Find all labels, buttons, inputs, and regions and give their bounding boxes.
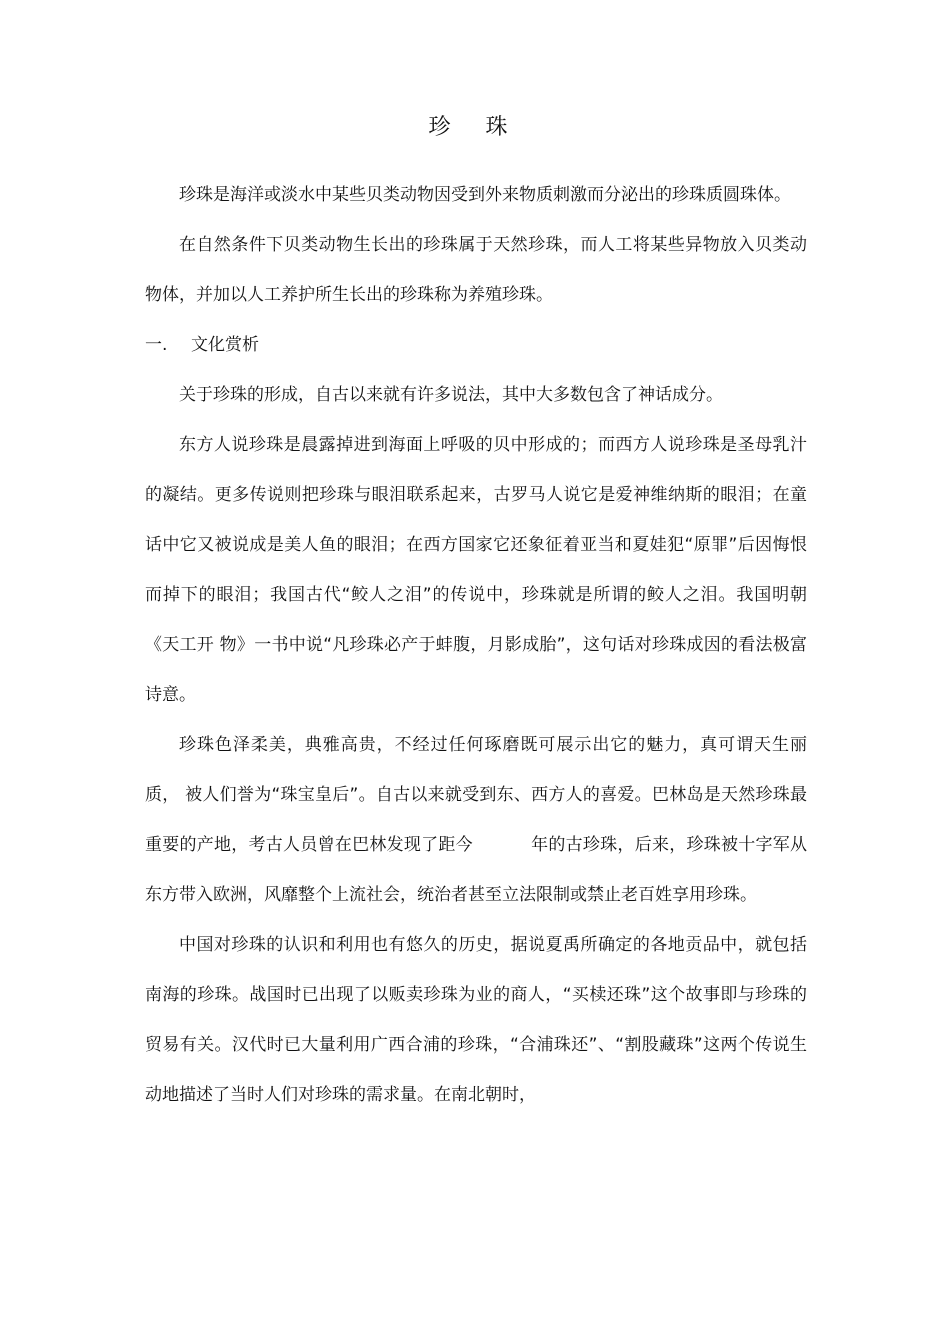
paragraph-definition: 珍珠是海洋或淡水中某些贝类动物因受到外来物质刺激而分泌出的珍珠质圆珠体。 [179,185,791,205]
section-title: 文化赏析 [191,335,259,355]
paragraph-east-west-legends: 东方人说珍珠是晨露掉进到海面上呼吸的贝中形成的；而西方人说珍珠是圣母乳汁的凝结。更多传说则把珍珠与眼泪联系起来，古罗马人说它是爱神维纳斯的眼泪；在童话中它又被说成是美人鱼的眼泪；在西方国家它还象征着亚当和夏娃犯“原罪”后因悔恨而掉下的眼泪；我国古代“鲛人之泪”的传说中，珍珠就是所谓的鲛人之泪。我国明朝《天工开 物》一书中说“凡珍珠必产于蚌腹，月影成胎”，这句话对珍珠成因的看法极富诗意。 [145,435,807,705]
paragraph-pearl-queen-part-a: 珍珠色泽柔美，典雅高贵，不经过任何琢磨既可展示出它的魅力，真可谓天生丽质， 被人们誉为“珠宝皇后”。自古以来就受到东、西方人的喜爱。巴林岛是天然珍珠最重要的产地，考古人员曾在巴林发现了距今 [145,735,807,855]
paragraph-pearl-queen [145,720,807,920]
paragraph-china-history: 中国对珍珠的认识和利用也有悠久的历史，据说夏禹所确定的各地贡品中，就包括南海的珍珠。战国时已出现了以贩卖珍珠为业的商人，“买椟还珠”这个故事即与珍珠的贸易有关。汉代时已大量利用广西合浦的珍珠，“合浦珠还”、“割股藏珠”这两个传说生动地描述了当时人们对珍珠的需求量。在南北朝时， [145,935,807,1105]
section-heading [145,320,807,370]
paragraph-formation-legends: 关于珍珠的形成，自古以来就有许多说法，其中大多数包含了神话成分。 [179,385,723,405]
paragraph-pearl-queen-part-b: 年的古珍珠，后来，珍珠被十字军从东方带入欧洲，风靡整个上流社会，统治者甚至立法限制或禁止老百姓享用珍珠。 [145,835,808,905]
document-body [145,170,807,1120]
section-number: 一. [145,335,168,355]
document-title: 珍 珠 [428,115,522,140]
paragraph-natural-vs-cultured: 在自然条件下贝类动物生长出的珍珠属于天然珍珠，而人工将某些异物放入贝类动物体，并加以人工养护所生长出的珍珠称为养殖珍珠。 [145,235,807,305]
